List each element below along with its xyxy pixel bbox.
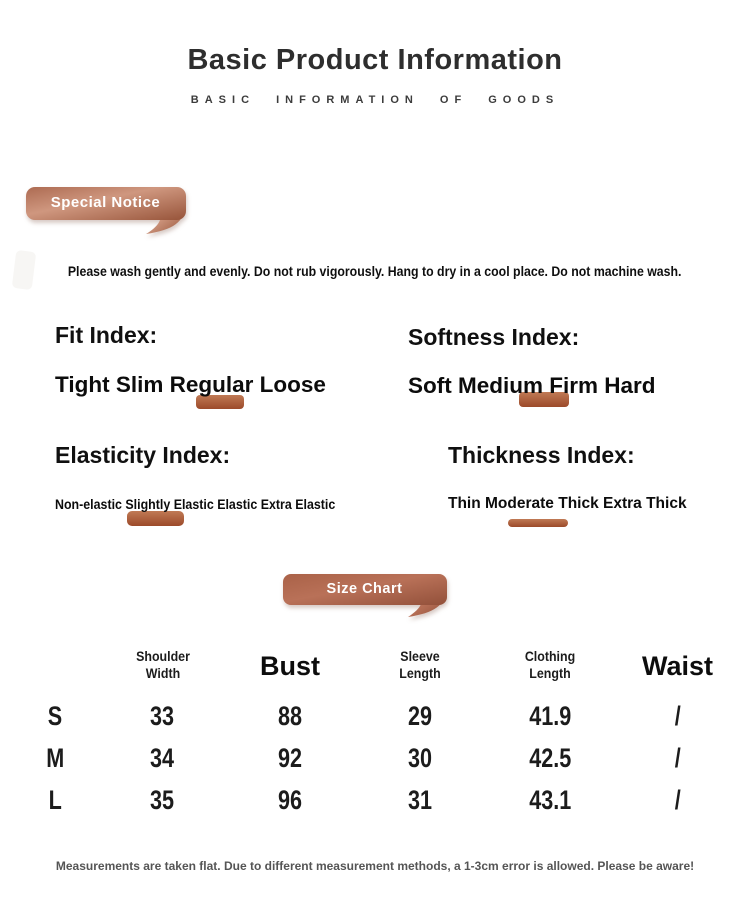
thickness-index-options: Thin Moderate Thick Extra Thick: [448, 495, 687, 513]
cell-value: 35: [150, 784, 175, 815]
page-subtitle: BASIC INFORMATION OF GOODS: [190, 94, 560, 106]
table-row-m-waist: [615, 737, 740, 779]
header-bust-label: Bust: [260, 650, 320, 681]
table-row-m-clothing: [485, 737, 615, 779]
cell-value: 34: [150, 742, 175, 773]
table-row-l-bust: [225, 779, 355, 821]
table-row-s-size: [10, 695, 100, 737]
cell-value: M: [46, 742, 64, 773]
thickness-index-section: [448, 442, 748, 513]
cell-value: 96: [277, 784, 303, 815]
cell-value: L: [48, 784, 62, 815]
table-header-sleeve-length: [355, 637, 485, 695]
table-row-m-sleeve: [355, 737, 485, 779]
elasticity-index-label: Elasticity Index:: [55, 442, 231, 468]
cell-value: 30: [407, 742, 433, 773]
table-row-l-clothing: [485, 779, 615, 821]
cell-value: 42.5: [528, 742, 572, 773]
cell-value: 88: [277, 700, 303, 731]
elasticity-index-options: Non-elastic Slightly Elastic Elastic Extra Elastic: [55, 497, 336, 513]
table-row-m-size: [10, 737, 100, 779]
cell-value: 43.1: [528, 784, 572, 815]
thickness-index-label: Thickness Index:: [448, 442, 635, 468]
table-row-l-size: [10, 779, 100, 821]
cell-value: 33: [150, 700, 175, 731]
care-instructions: [0, 263, 750, 279]
header-sleeve-length-label: Sleeve Length: [399, 649, 441, 681]
size-chart-badge: [282, 573, 452, 621]
table-header-clothing-length: [485, 637, 615, 695]
cell-value: 92: [277, 742, 303, 773]
special-notice-badge: [25, 186, 195, 236]
softness-index-label: Softness Index:: [408, 324, 580, 350]
table-header-size: [10, 637, 100, 695]
table-header-bust: [225, 637, 355, 695]
table-row-s-shoulder: [100, 695, 225, 737]
size-chart-label: Size Chart: [326, 581, 403, 597]
table-row-l-shoulder: [100, 779, 225, 821]
table-row-s-clothing: [485, 695, 615, 737]
cell-value: /: [674, 742, 681, 773]
size-chart-table: [10, 637, 740, 821]
table-header-waist: [615, 637, 740, 695]
cell-value: 41.9: [528, 700, 572, 731]
header-clothing-length-label: Clothing Length: [524, 649, 576, 681]
cell-value: 31: [407, 784, 433, 815]
table-row-s-waist: [615, 695, 740, 737]
care-instructions-text: Please wash gently and evenly. Do not rub vigorously. Hang to dry in a cool place. Do not machine wash.: [68, 263, 682, 279]
elasticity-selected-marker: [127, 511, 184, 526]
table-row-s-bust: [225, 695, 355, 737]
table-row-m-bust: [225, 737, 355, 779]
fit-index-label: Fit Index:: [55, 322, 158, 348]
softness-index-options: Soft Medium Firm Hard: [408, 373, 656, 399]
header-shoulder-width-label: Shoulder Width: [135, 649, 190, 681]
table-row-l-sleeve: [355, 779, 485, 821]
cell-value: /: [674, 700, 681, 731]
table-row-m-shoulder: [100, 737, 225, 779]
thickness-selected-marker: [508, 519, 568, 527]
fit-index-section: [55, 322, 405, 398]
table-header-shoulder-width: [100, 637, 225, 695]
table-row-s-sleeve: [355, 695, 485, 737]
cell-value: S: [47, 700, 63, 731]
table-row-l-waist: [615, 779, 740, 821]
header-waist-label: Waist: [641, 650, 713, 681]
elasticity-index-section: [55, 442, 415, 512]
cell-value: /: [674, 784, 681, 815]
special-notice-label: Special Notice: [50, 194, 161, 211]
cell-value: 29: [407, 700, 433, 731]
measurement-disclaimer: Measurements are taken flat. Due to different measurement methods, a 1-3cm error is allowed. Please be aware!: [55, 859, 695, 873]
page-title: Basic Product Information: [187, 44, 563, 76]
softness-index-section: [408, 324, 743, 399]
fit-index-options: Tight Slim Regular Loose: [55, 372, 326, 398]
